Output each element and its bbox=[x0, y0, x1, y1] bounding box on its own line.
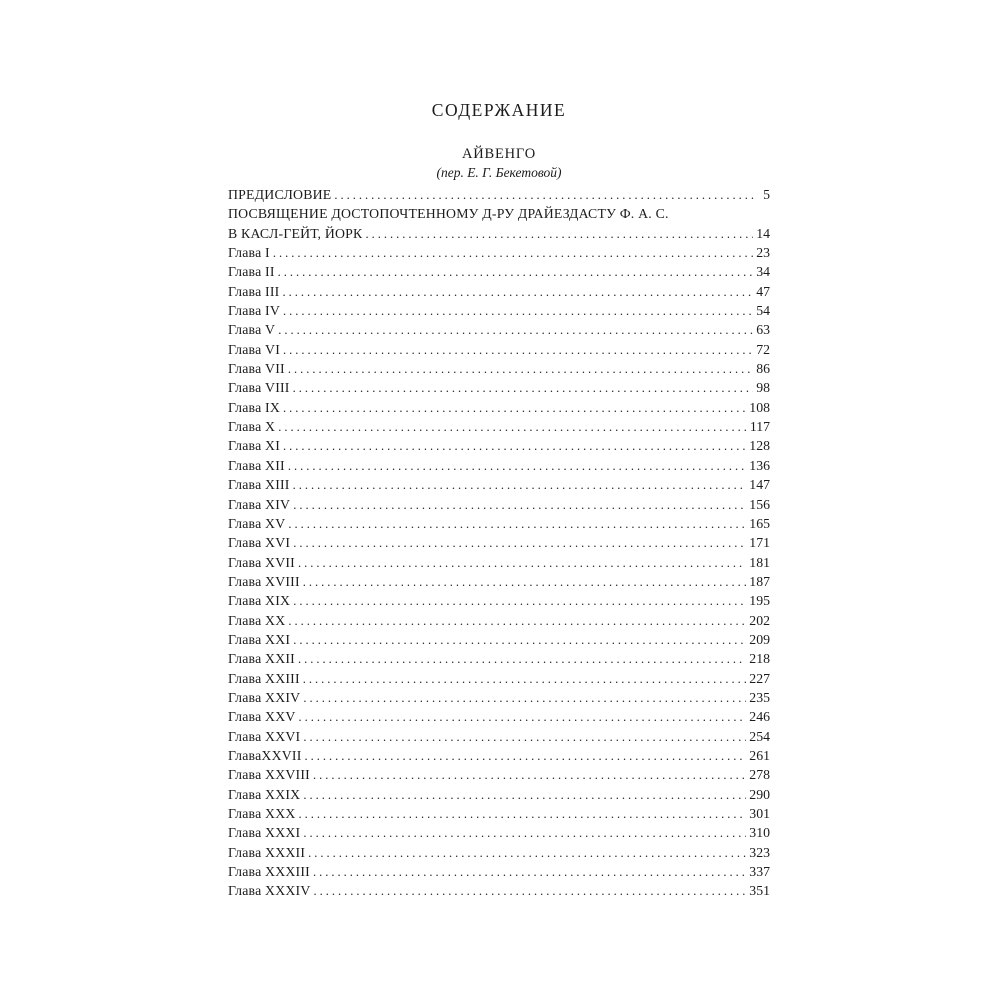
toc-entry-page: 23 bbox=[756, 245, 770, 261]
dot-leader bbox=[298, 556, 746, 571]
toc-row bbox=[228, 322, 770, 341]
toc-entry-label: Глава XXXIV bbox=[228, 883, 311, 899]
dot-leader bbox=[278, 265, 754, 280]
toc-row bbox=[228, 458, 770, 477]
dot-leader bbox=[282, 285, 753, 300]
toc-entry-label: Глава II bbox=[228, 264, 275, 280]
toc-entry-page: 181 bbox=[749, 554, 770, 570]
dot-leader bbox=[293, 381, 754, 396]
toc-entry-label: Глава XXX bbox=[228, 806, 296, 821]
toc-row bbox=[228, 477, 770, 496]
toc-entry-label: Глава XXXIII bbox=[228, 864, 310, 880]
dot-leader bbox=[283, 343, 753, 358]
toc-entry-page: 34 bbox=[756, 264, 770, 280]
toc-row bbox=[228, 864, 770, 883]
dot-leader bbox=[298, 652, 746, 667]
toc-row bbox=[228, 419, 770, 438]
contents-page bbox=[228, 100, 770, 903]
toc-entry-label: Глава XX bbox=[228, 612, 286, 628]
toc-entry-page: 351 bbox=[749, 883, 770, 899]
toc-entry-label: Глава XVIII bbox=[228, 573, 300, 589]
toc-entry-page: 63 bbox=[756, 322, 770, 338]
dot-leader bbox=[303, 691, 746, 706]
toc-row bbox=[228, 632, 770, 651]
toc-entry-label: Глава VII bbox=[228, 361, 285, 377]
toc-row bbox=[228, 400, 770, 419]
dot-leader bbox=[303, 575, 747, 590]
toc-row bbox=[228, 516, 770, 535]
toc-entry-label: Глава V bbox=[228, 322, 276, 338]
toc-entry-page: 209 bbox=[749, 631, 770, 647]
toc-row bbox=[228, 226, 770, 245]
toc-entry-page: 254 bbox=[749, 728, 770, 744]
toc-row bbox=[228, 651, 770, 670]
toc-row bbox=[228, 729, 770, 748]
toc-entry-page: 171 bbox=[749, 535, 770, 551]
dot-leader bbox=[283, 401, 746, 416]
toc-entry-label: Глава III bbox=[228, 283, 280, 299]
toc-row bbox=[228, 187, 770, 206]
toc-entry-page: 54 bbox=[756, 303, 770, 319]
toc-entry-page: 86 bbox=[756, 361, 770, 377]
toc-entry-label: Глава XXI bbox=[228, 631, 291, 647]
dot-leader bbox=[293, 594, 746, 609]
toc-entry-label: ПРЕДИСЛОВИЕ bbox=[228, 187, 332, 202]
work-title: АЙВЕНГО bbox=[461, 146, 537, 162]
toc-entry-page: 156 bbox=[749, 496, 770, 512]
toc-row bbox=[228, 845, 770, 864]
dot-leader bbox=[293, 498, 746, 513]
toc-row bbox=[228, 380, 770, 399]
dot-leader bbox=[293, 536, 746, 551]
toc-entry-label: Глава VI bbox=[228, 341, 281, 357]
dot-leader bbox=[299, 710, 747, 725]
dot-leader bbox=[288, 459, 746, 474]
toc-entry-page: 136 bbox=[749, 457, 770, 473]
dot-leader bbox=[278, 323, 753, 338]
toc-entry-label: Глава XVI bbox=[228, 535, 291, 551]
toc-row bbox=[228, 787, 770, 806]
toc-row bbox=[228, 671, 770, 690]
toc-row bbox=[228, 342, 770, 361]
toc-row bbox=[228, 883, 770, 902]
dot-leader bbox=[303, 826, 746, 841]
dot-leader bbox=[303, 730, 746, 745]
toc-row bbox=[228, 748, 770, 767]
toc-entry-page: 227 bbox=[749, 670, 770, 686]
toc-entry-label: Глава XXXI bbox=[228, 825, 301, 841]
toc-entry-label: ГлаваXXVII bbox=[228, 747, 302, 763]
dot-leader bbox=[313, 865, 746, 880]
dot-leader bbox=[299, 807, 747, 822]
toc-row bbox=[228, 206, 770, 225]
toc-entry-page: 246 bbox=[749, 709, 770, 725]
toc-entry-label: Глава XIV bbox=[228, 496, 291, 512]
dot-leader bbox=[283, 439, 746, 454]
toc-entry-label: Глава VIII bbox=[228, 380, 290, 396]
toc-row bbox=[228, 555, 770, 574]
toc-entry-label: Глава I bbox=[228, 245, 270, 261]
toc-entry-label: Глава XIX bbox=[228, 593, 291, 609]
toc-row bbox=[228, 825, 770, 844]
toc-row bbox=[228, 690, 770, 709]
toc-entry-label: ПОСВЯЩЕНИЕ ДОСТОПОЧТЕННОМУ Д-РУ ДРАЙЕЗДАСТУ Ф. А. С. bbox=[228, 206, 669, 222]
toc-row bbox=[228, 438, 770, 457]
toc-row bbox=[228, 535, 770, 554]
toc-entry-label: Глава XVII bbox=[228, 554, 295, 570]
toc-entry-page: 187 bbox=[749, 573, 770, 589]
toc-entry-page: 301 bbox=[749, 806, 770, 821]
dot-leader bbox=[365, 227, 753, 242]
dot-leader bbox=[288, 517, 746, 532]
dot-leader bbox=[308, 846, 746, 861]
translator-note: (пер. Е. Г. Бекетовой) bbox=[436, 165, 562, 180]
toc-entry-page: 117 bbox=[749, 419, 770, 435]
toc-entry-page: 310 bbox=[749, 825, 770, 841]
dot-leader bbox=[278, 420, 747, 435]
toc-entry-label: Глава XXII bbox=[228, 651, 295, 667]
dot-leader bbox=[283, 304, 753, 319]
toc-entry-page: 128 bbox=[749, 438, 770, 454]
toc-row bbox=[228, 613, 770, 632]
page-title: СОДЕРЖАНИЕ bbox=[431, 100, 567, 120]
toc-entry-label: Глава XXIII bbox=[228, 670, 300, 686]
toc-row bbox=[228, 574, 770, 593]
toc-list bbox=[228, 187, 770, 903]
toc-row bbox=[228, 709, 770, 728]
toc-entry-page: 235 bbox=[749, 689, 770, 705]
toc-entry-label: Глава XXXII bbox=[228, 844, 306, 860]
toc-entry-label: Глава XIII bbox=[228, 477, 290, 493]
toc-row bbox=[228, 303, 770, 322]
toc-entry-label: Глава XII bbox=[228, 457, 285, 473]
dot-leader bbox=[293, 633, 746, 648]
toc-entry-page: 323 bbox=[749, 844, 770, 860]
toc-entry-page: 195 bbox=[749, 593, 770, 609]
dot-leader bbox=[313, 768, 746, 783]
toc-entry-label: Глава IV bbox=[228, 303, 281, 319]
toc-entry-label: Глава XXV bbox=[228, 709, 296, 725]
toc-row bbox=[228, 767, 770, 786]
toc-row bbox=[228, 245, 770, 264]
dot-leader bbox=[288, 362, 753, 377]
dot-leader bbox=[293, 478, 747, 493]
toc-entry-page: 261 bbox=[749, 747, 770, 763]
toc-row bbox=[228, 497, 770, 516]
toc-row bbox=[228, 284, 770, 303]
toc-entry-page: 278 bbox=[749, 767, 770, 783]
toc-entry-label: Глава XXIV bbox=[228, 689, 301, 705]
toc-entry-label: Глава XXVI bbox=[228, 728, 301, 744]
toc-entry-label: Глава X bbox=[228, 419, 276, 435]
toc-entry-page: 202 bbox=[749, 612, 770, 628]
dot-leader bbox=[303, 788, 746, 803]
toc-row bbox=[228, 806, 770, 825]
dot-leader bbox=[314, 884, 747, 899]
toc-entry-page: 108 bbox=[749, 399, 770, 415]
dot-leader bbox=[273, 246, 753, 261]
toc-entry-page: 165 bbox=[749, 515, 770, 531]
toc-entry-page: 290 bbox=[749, 786, 770, 802]
toc-entry-page: 5 bbox=[763, 187, 770, 202]
toc-row bbox=[228, 264, 770, 283]
toc-entry-page: 337 bbox=[749, 864, 770, 880]
toc-entry-label: Глава XV bbox=[228, 515, 286, 531]
toc-row bbox=[228, 593, 770, 612]
toc-entry-label: Глава IX bbox=[228, 399, 281, 415]
toc-entry-page: 147 bbox=[749, 477, 770, 493]
dot-leader bbox=[303, 672, 747, 687]
toc-entry-page: 218 bbox=[749, 651, 770, 667]
toc-entry-label: Глава XXVIII bbox=[228, 767, 310, 783]
dot-leader bbox=[288, 614, 746, 629]
toc-entry-page: 47 bbox=[756, 283, 770, 299]
dot-leader bbox=[334, 188, 757, 203]
toc-row bbox=[228, 361, 770, 380]
toc-entry-label: В КАСЛ-ГЕЙТ, ЙОРК bbox=[228, 225, 363, 241]
toc-entry-page: 72 bbox=[756, 341, 770, 357]
toc-entry-page: 98 bbox=[756, 380, 770, 396]
toc-entry-label: Глава XXIX bbox=[228, 786, 301, 802]
toc-entry-label: Глава XI bbox=[228, 438, 281, 454]
dot-leader bbox=[304, 749, 746, 764]
toc-entry-page: 14 bbox=[756, 225, 770, 241]
